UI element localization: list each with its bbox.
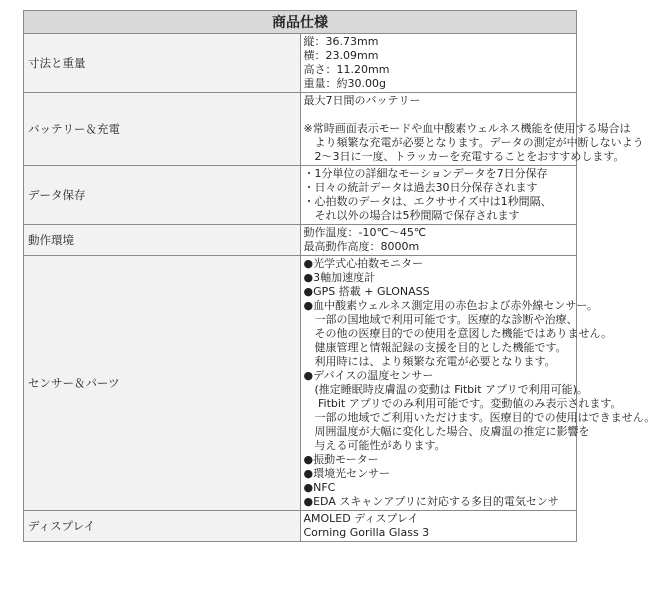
spec-table [23,10,655,542]
value-line: 縦：36.73mm [303,35,379,48]
row-label-sensors: センサー＆パーツ [24,256,301,511]
row-value-dimensions [300,34,577,93]
row-label-battery: バッテリー＆充電 [24,93,301,166]
row-value-sensors [300,256,655,511]
value-line: ●環境光センサー [303,467,391,480]
row-label-display: ディスプレイ [24,511,301,542]
value-line: 一部の地域でご利用いただけます。医療目的での使用はできません。 [303,411,655,424]
row-value-battery [300,93,644,166]
value-line: 周囲温度が大幅に変化した場合、皮膚温の推定に影響を [303,425,590,438]
value-line: ●デバイスの温度センサー [303,369,434,382]
value-line: 利用時には、より頻繁な充電が必要となります。 [303,355,556,368]
row-label-operating-environment: 動作環境 [24,225,301,256]
value-line: その他の医療目的での使用を意図した機能ではありません。 [303,327,613,340]
value-line: ●振動モーター [303,453,379,466]
row-label-data-storage: データ保存 [24,166,301,225]
value-line: 動作温度：-10℃～45℃ [303,226,427,239]
table-row [24,225,577,256]
table-row [24,256,577,511]
value-line: ●GPS 搭載 + GLONASS [303,285,430,298]
value-line: 最大7日間のバッテリー [303,94,421,107]
value-line: Fitbit アプリでのみ利用可能です。変動値のみ表示されます。 [303,397,622,410]
value-line: 重量：約30.00g [303,77,386,90]
row-value-operating-environment [300,225,577,256]
value-line: 一部の国地域で利用可能です。医療的な診断や治療、 [303,313,578,326]
value-line: 与える可能性があります。 [303,439,446,452]
table-row [24,166,577,225]
value-line: 健康管理と情報記録の支援を目的とした機能です。 [303,341,567,354]
value-line: ・1分単位の詳細なモーションデータを7日分保存 [303,167,548,180]
value-line: ・日々の統計データは過去30日分保存されます [303,181,538,194]
table-row [24,34,577,93]
value-line: ●EDA スキャンアプリに対応する多目的電気センサ [303,495,559,508]
value-line: ●光学式心拍数モニター [303,257,424,270]
row-value-data-storage [300,166,577,225]
value-line: ※常時画面表示モードや血中酸素ウェルネス機能を使用する場合は [303,122,631,135]
value-line: ・心拍数のデータは、エクササイズ中は1秒間隔、 [303,195,552,208]
value-line: ●NFC [303,481,336,494]
table-title: 商品仕様 [24,11,577,34]
value-line: 2～3日に一度、トラッカーを充電することをおすすめします。 [303,150,625,163]
value-line: ●血中酸素ウェルネス測定用の赤色および赤外線センサー。 [303,299,598,312]
value-line: それ以外の場合は5秒間隔で保存されます [303,209,520,222]
value-line: ●3軸加速度計 [303,271,376,284]
value-line: より頻繁な充電が必要となります。データの測定が中断しないよう [303,136,644,149]
row-label-dimensions: 寸法と重量 [24,34,301,93]
value-line: (推定睡眠時皮膚温の変動は Fitbit アプリで利用可能)。 [303,383,588,396]
value-line: 最高動作高度：8000m [303,240,420,253]
value-line [304,108,575,122]
table-row [24,93,577,166]
value-line: AMOLED ディスプレイ [303,512,419,525]
table-row [24,511,577,542]
table-header-row [24,11,577,34]
value-line: Corning Gorilla Glass 3 [303,526,430,539]
spec-table-container [23,10,655,542]
value-line: 横：23.09mm [303,49,379,62]
row-value-display [300,511,577,542]
value-line: 高さ：11.20mm [303,63,390,76]
